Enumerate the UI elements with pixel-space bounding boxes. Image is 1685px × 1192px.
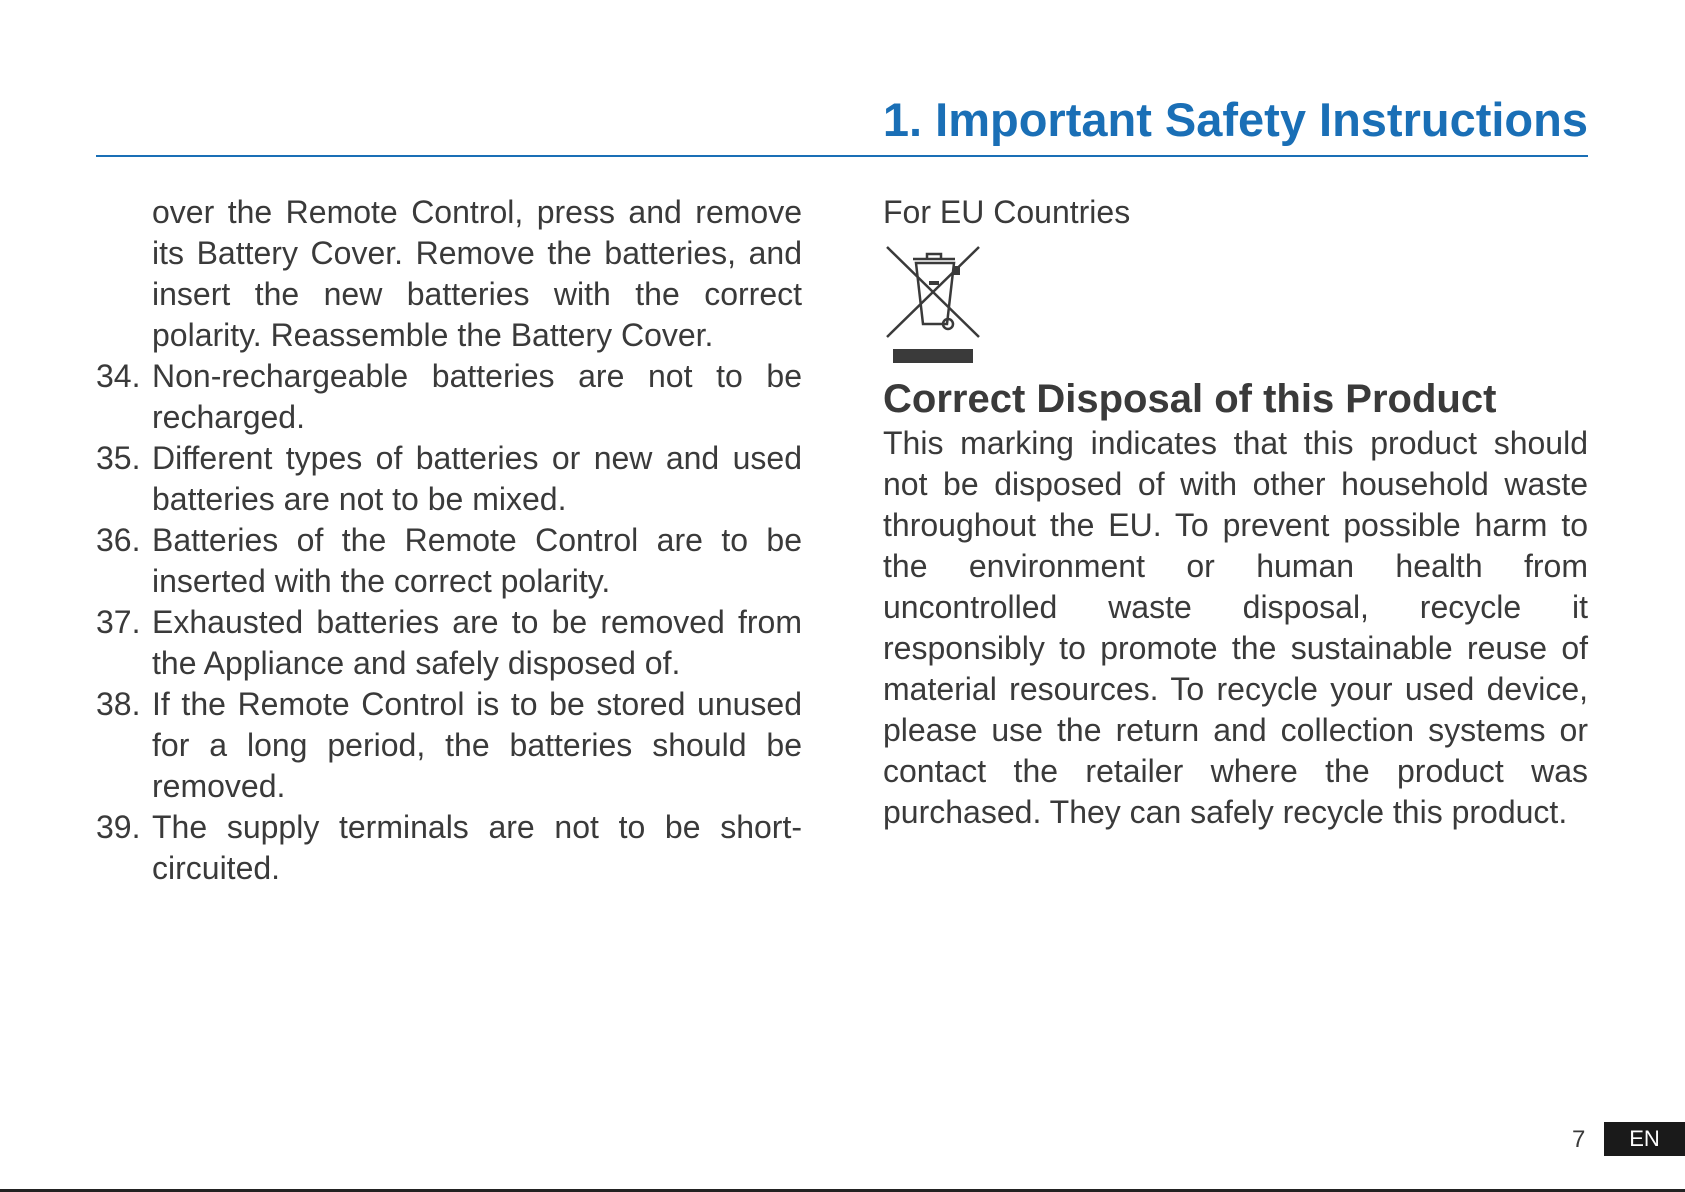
item-number (96, 192, 152, 356)
item-text: over the Remote Control, press and remove its Battery Cover. Remove the batteries, and insert the new batteries with the correct polarity. Reassemble the Battery Cover. (152, 194, 802, 353)
item-number: 37. (96, 604, 141, 640)
list-item (96, 602, 802, 684)
page-title: 1. Important Safety Instructions (882, 93, 1588, 146)
item-number: 35. (96, 440, 141, 476)
disposal-section (883, 192, 1588, 833)
item-text: Exhausted batteries are to be removed from the Appliance and safely disposed of. (152, 604, 802, 681)
language-badge: EN (1604, 1122, 1685, 1156)
list-item (96, 807, 802, 889)
item-number: 34. (96, 358, 141, 394)
section-heading: Correct Disposal of this Product (883, 377, 1497, 421)
section-body: This marking indicates that this product should not be disposed of with other household waste throughout the EU. To prevent possible harm to the environment or human health from uncontrolled waste disposal, recycle it responsibly to promote the sustainable reuse of material resources. To recycle your used device, please use the return and collection systems or contact the retailer where the product was purchased. They can safely recycle this product. (883, 425, 1588, 830)
page-number: 7 (1572, 1126, 1586, 1153)
list-item (96, 684, 802, 807)
list-item (96, 356, 802, 438)
list-item (96, 192, 802, 356)
list-item (96, 520, 802, 602)
item-text: Non-rechargeable batteries are not to be recharged. (152, 358, 802, 435)
item-number: 39. (96, 809, 141, 845)
safety-instructions-list (96, 192, 802, 889)
item-number: 38. (96, 686, 141, 722)
list-item (96, 438, 802, 520)
eu-countries-label: For EU Countries (883, 194, 1131, 230)
item-text: Batteries of the Remote Control are to be inserted with the correct polarity. (152, 522, 802, 599)
item-text: Different types of batteries or new and used batteries are not to be mixed. (152, 440, 802, 517)
crossed-out-wheelie-bin-icon (883, 241, 983, 363)
title-divider (96, 155, 1588, 157)
item-text: If the Remote Control is to be stored unused for a long period, the batteries should be removed. (152, 686, 802, 804)
item-number: 36. (96, 522, 141, 558)
item-text: The supply terminals are not to be short-circuited. (152, 809, 802, 886)
